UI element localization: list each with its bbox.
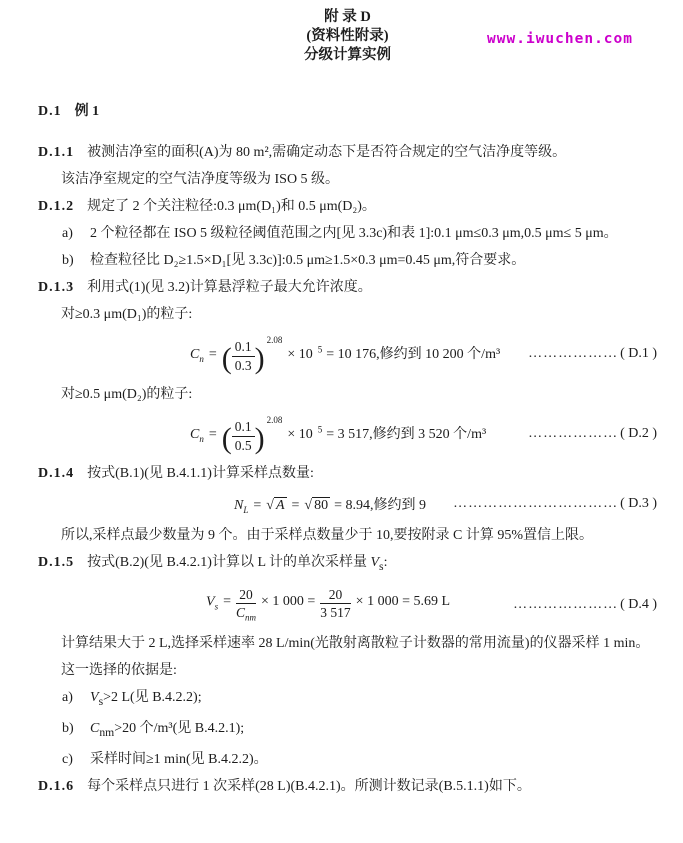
math-variable: V [206,594,215,610]
clause-text: 按式(B.2)(见 B.4.2.1)计算以 L 计的单次采样量 [87,554,371,570]
equation-body [190,415,486,454]
math-variable: V [370,554,380,570]
math-subscript: nm [245,612,256,623]
math-variable: V [90,690,99,706]
math-subscript: s [214,600,219,611]
math-variable: C [90,720,100,736]
equation-body [190,335,500,374]
math-operator: × 10 [287,426,313,442]
equation-result: = 3 517,修约到 3 520 个/m³ [326,426,487,442]
clause-d115 [38,549,657,580]
math-subscript: L [243,504,249,515]
clause-text: 规定了 2 个关注粒径:0.3 μm(D₁)和 0.5 μm(D₂)。 [87,199,376,214]
math-subscript: n [199,433,204,444]
equation-result: = 10 176,修约到 10 200 个/m³ [326,347,501,362]
math-variable: C [190,347,200,362]
dot-leader: …………………………… [453,496,619,512]
equation-number: ( D.2 ) [620,425,657,441]
equation-d2 [38,415,657,454]
math-operator: × 10 [287,347,313,362]
fraction-numerator: 0.1 [232,419,255,437]
list-item-c [38,746,657,773]
radical-sign: √ [304,498,313,514]
clause-number: D.1.1 [38,145,75,160]
list-item-b [38,247,657,274]
math-variable: C [235,605,245,621]
appendix-title: 附 录 D [324,9,371,25]
dot-leader: ……………… [528,346,619,362]
fraction-denominator [236,604,256,623]
paragraph: 对≥0.3 μm(D₁)的粒子: [61,307,193,322]
paragraph: 计算结果大于 2 L,选择采样速率 28 L/min(光散射离散粒子计数器的常用流量)的仪器采样 1 min。 [61,636,650,652]
math-fraction [320,587,350,621]
fraction-numerator: 20 [320,587,350,605]
math-exponent: 5 [317,423,323,434]
math-exponent: 5 [317,344,323,355]
math-paren: ) [254,342,265,375]
equation-d3 [38,494,657,515]
math-paren: ( [221,342,232,375]
equation-body [206,587,455,624]
math-operator: = [291,498,300,514]
paragraph: 该洁净室规定的空气洁净度等级为 ISO 5 级。 [61,172,340,187]
math-exponent: 2.08 [266,414,283,425]
clause-number: D.1.6 [38,778,75,794]
math-subscript: s [98,694,104,708]
math-exponent: 2.08 [266,335,283,345]
clause-text: : [383,554,388,570]
math-operator: = [223,594,231,610]
equation-number: ( D.4 ) [620,596,657,612]
math-subscript: s [379,559,384,573]
radicand: 80 [314,498,329,514]
clause-text: 按式(B.1)(见 B.4.1.1)计算采样点数量: [87,466,314,482]
dot-leader: ……………… [528,425,619,441]
equation-result: = 8.94,修约到 9 [334,498,427,514]
list-item-b [38,715,657,746]
list-marker: a) [62,226,73,241]
radicand: A [275,498,285,514]
clause-d116 [38,773,657,800]
equation-d4 [38,587,657,624]
clause-title: 例 1 [74,104,100,119]
appendix-subtitle: (资料性附录) [306,28,389,44]
fraction-denominator: 0.3 [234,358,252,373]
fraction-numerator: 0.1 [232,339,255,357]
list-marker: b) [62,720,74,736]
equation-number: ( D.3 ) [620,496,657,512]
appendix-heading: 分级计算实例 [304,47,391,63]
clause-d114 [38,460,657,487]
clause-number: D.1.2 [38,199,75,214]
paragraph: 所以,采样点最少数量为 9 个。由于采样点数量少于 10,要按附录 C 计算 95%置信上限。 [61,527,593,543]
math-subscript: n [199,353,204,364]
math-fraction [232,339,255,373]
math-fraction [232,419,255,453]
list-item-a [38,220,657,247]
clause-d111 [38,139,657,166]
list-item-a [38,684,657,715]
equation-body [234,494,426,515]
list-item-text: 采样时间≥1 min(见 B.4.2.2)。 [90,751,268,767]
dot-leader: ………………… [513,596,619,612]
math-paren: ( [221,421,232,455]
math-variable: C [190,426,200,442]
equation-d1 [38,335,657,374]
clause-text: 利用式(1)(见 3.2)计算悬浮粒子最大允许浓度。 [87,280,372,295]
document-body [38,98,657,800]
clause-number: D.1.4 [38,466,75,482]
paragraph: 这一选择的依据是: [61,663,177,679]
math-operator: = [208,426,217,442]
clause-text: 被测洁净室的面积(A)为 80 m²,需确定动态下是否符合规定的空气洁净度等级。 [87,145,567,160]
list-marker: c) [62,751,73,767]
clause-d112 [38,193,657,220]
clause-number: D.1 [38,104,62,119]
list-item-text: 2 个粒径都在 ISO 5 级粒径阈值范围之内[见 3.3c)和表 1]:0.1 μm≤0.3 μm,0.5 μm≤ 5 μm。 [90,226,618,241]
math-fraction [236,587,256,624]
list-item-text: >2 L(见 B.4.2.2); [103,690,202,706]
watermark: www.iwuchen.com [487,31,633,47]
math-operator: = [208,347,217,362]
paragraph: 对≥0.5 μm(D₂)的粒子: [61,386,193,402]
clause-d113 [38,274,657,301]
fraction-denominator: 3 517 [320,605,351,621]
list-item-text: >20 个/m³(见 B.4.2.1); [114,720,245,736]
math-operator: × 1 000 = [261,594,316,610]
list-marker: a) [62,690,73,706]
section-heading-d1 [38,98,657,125]
clause-number: D.1.3 [38,280,75,295]
math-operator: × 1 000 = 5.69 L [355,594,451,610]
radical-sign: √ [266,498,274,514]
clause-number: D.1.5 [38,554,75,570]
clause-text: 每个采样点只进行 1 次采样(28 L)(B.4.2.1)。所测计数记录(B.5.1.1)如下。 [87,778,531,794]
list-marker: b) [62,253,74,268]
fraction-denominator: 0.5 [234,437,252,453]
list-item-text: 检查粒径比 D₂≥1.5×D₁[见 3.3c)]:0.5 μm≥1.5×0.3 μm=0.45 μm,符合要求。 [90,253,526,268]
math-operator: = [253,498,262,514]
math-variable: N [234,498,244,514]
math-paren: ) [254,421,265,455]
fraction-numerator: 20 [236,587,256,605]
math-subscript: nm [99,725,115,739]
equation-number: ( D.1 ) [620,346,657,362]
